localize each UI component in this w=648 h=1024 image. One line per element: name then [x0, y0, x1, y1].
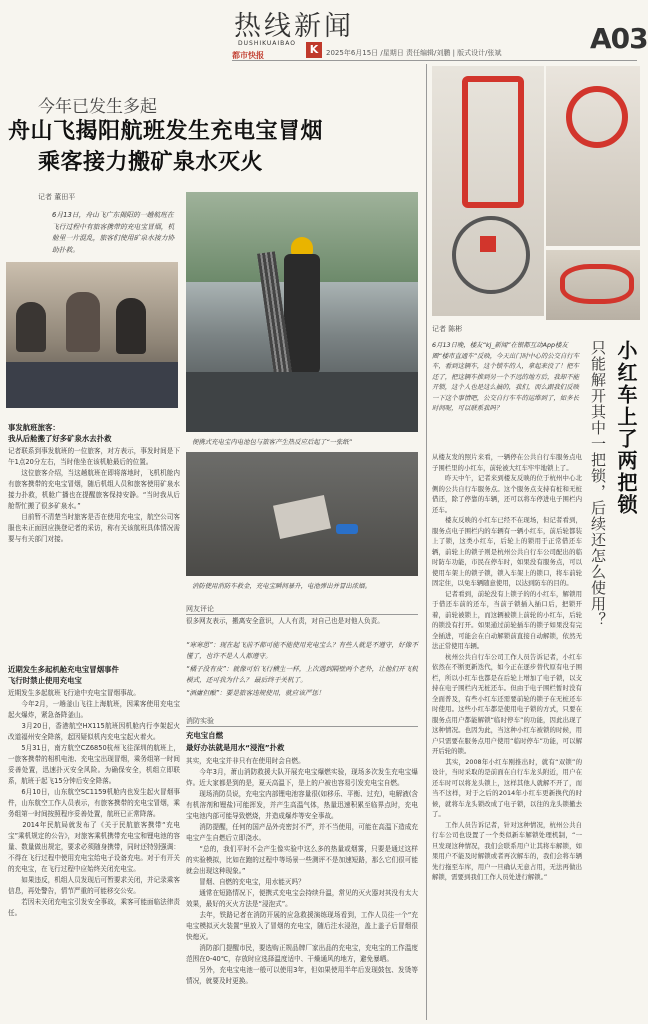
comments-label: 网友评论 [186, 604, 418, 615]
section1-title: 事发航班旅客： 我从后舱搬了好多矿泉水去扑救 [8, 423, 112, 443]
comment-3: “酒庸但酿”：要是旅客违规使用，就应该严惩！ [186, 689, 325, 697]
burnt-device-photo [186, 452, 418, 576]
paper-name: 都市快报 [232, 51, 264, 60]
side-lead: 6月13日晚，楼友“kj_新闻”在银都互动App楼友圈“楼市直通车”反映，今天出门时中心的公交自行车车，看到这辆车，这个锁车的人，拿起来没了！把车还了，把这辆车推到另一个不远的地方后，我却不能开锁，这个人也是这么搞的，我们，而么跟我们反映一下这个事情吧，公交自行车车的运维到了，如多长时间呢，可以联系我吗？ [432, 341, 580, 412]
comments-intro: 很多网友表示，搬离安全意识，人人有责，对自己也是对他人负责。 [186, 617, 384, 625]
lock-icon [480, 236, 496, 252]
bike-lock-ring [566, 86, 628, 148]
bike-photo-left [432, 66, 544, 316]
paper-pinyin: DUSHIKUAIBAO [238, 40, 296, 47]
passenger-figure [116, 298, 146, 354]
cabin-photo [6, 262, 178, 408]
firefighter-photo [186, 192, 418, 432]
main-kicker: 今年已发生多起 [38, 97, 157, 117]
seat-row [6, 362, 178, 408]
side-vertical-subtitle: 只能解开其中一把锁，后续还怎么使用？ [589, 340, 607, 628]
dateline: 2025年6月15日 /星期日 责任编辑/刘鹏 | 版式设计/张斌 [326, 49, 502, 57]
burnt-debris [273, 495, 331, 539]
blue-cable [336, 524, 358, 534]
bike-photo-right-bottom [546, 250, 640, 320]
headline-line-1: 舟山飞揭阳航班发生充电宝冒烟 [8, 118, 324, 144]
masthead-rule [232, 60, 637, 61]
bike-photo-right-top [546, 66, 640, 246]
side-text-continued [432, 766, 638, 1020]
section1-text: 记者联系到事发航班的一位旅客，对方表示，事发时间是下午1点20分左右，当时他坐在该机舱最后的位置。 这位旅客介绍，当这趟航班在即将落地时，飞机机舱内有旅客携带的充电宝冒烟，随后机组人员和旅客使用矿泉水接力扑救，机舱广播也在提醒旅客保持安静。“当时我从后舱帮忙搬了很多矿泉水。” 目前暂不清楚当时旅客是否在使用充电宝，航空公司客服也未正面回应换登记者的采访，称有关该航班具体情况需要与有关部门对接。 [8, 447, 180, 543]
passenger-figure [66, 292, 100, 352]
bike-lock-closeup [560, 264, 634, 304]
helmet-icon [291, 237, 313, 255]
column-divider [426, 64, 427, 1020]
section2-title: 近期发生多起机舱充电宝冒烟事件 飞行时禁止使用充电宝 [8, 665, 119, 685]
side-byline: 记者 陈彬 [432, 325, 463, 333]
section2-text: 近期发生多起航班飞行途中充电宝冒烟事故。 今年2月，一趟釜山飞往上海航班，因乘客使用充电宝起火爆炸，紧急备降釜山。 3月20日，香港航空HX115航班因机舱内行李架起火改道福州安全降落，起因疑似机内充电宝起火着火。 5月31日，南方航空CZ6850杭州飞往深圳的航班上，一旅客携带的相机电池、充电宝出现冒烟，乘务组第一时间妥善处置，迅速扑灭安全风险。为确保安全，机组立即联系，航班于起飞15分钟后安全降落。 6月10日，山东航空SC1159机舱内也发生起火冒烟事件，山东航空工作人员表示，有旅客携带的充电宝冒烟，乘务组第一时间按照程序妥善处置，航班已正常降落。 2014年民航局就发布了《关于民航旅客携带“充电宝”乘机规定的公告》，对旅客乘机携带充电宝和锂电池的容量、数量做出规定，要求必须随身携带，同时还特别强调：不得在飞行过程中使用充电宝给电子设备充电。对于有开关的充电宝，在飞行过程中应始终关闭充电宝。 如果违反，机组人员发现后可暂要求关闭，并记录乘客信息，再处警告，情节严重的可能移交公安。 若因未关闭充电宝引发安全事故，乘客可能面临法律责任。 [8, 689, 180, 917]
photo3-caption: 消防使用消防车救金，充电宝瞬间暴升，电池弹出并冒出浓烟。 [192, 582, 371, 590]
pavement [186, 372, 418, 432]
photo2-caption: 便携式充电宝内电池包与旅客产生热反应后起了“一张纸” [192, 438, 352, 446]
page-code: A03 [590, 22, 648, 55]
bike-wheel [452, 216, 530, 294]
passenger-figure [16, 302, 46, 352]
expert-text: 其实，充电宝并非只有在使用时会自燃。 今年3月，萧山消防救援大队开展充电宝爆燃实验，现场多次发生充电宝爆炸。近大家都是到的是，夏天高温下，是上的户被也容易引发充电宝自燃。 现场消防员说，充电宝内部锂电池容量很(如移乐、平衡、过充)，电解液(含有机溶剂和锂盐)可能挥发，并产生高温气体，热量迅速积累至临界点时，充电宝电池内部可能导致燃烧，并造成爆炸等安全事故。 消防提醒，任何的国产品外壳密封不严，并不当使用，可能在高温下造成充电宝产生自燃后立即浇水。 “总的，我们平时不会产生像实验中这么多的热量或烟雾，只要是通过这样的实验模拟，比如在跑的过程中等场景一些测评不是加速短路，那么它们很可能就会出现这种现象。” 冒烟、自燃的充电宝，用水能灭吗？ 通常在短路情况下，便携式充电宝会持续升温，常见的灭火器对其没有太大效果，最好的灭火方法是“浸泡式”。 去年，铁路记者在消防开展的应急救援演练现场看到，工作人员往一个“充电宝模拟灭火装置”里放入了冒烟的充电宝，随后注水浸泡，盖上盖子后冒烟很快熄灭。 消防部门提醒市民，要选购正规品牌厂家出品的充电宝，充电宝的工作温度范围在0-40℃，存放时应选择温度适中、干燥通风的地方，避免暴晒。 另外，充电宝电池一般可以使用3年，但如果使用半年后发现鼓包、发烫等情况，就要及时更换。 [186, 757, 418, 985]
expert-label: 消防实验 [186, 716, 418, 727]
headline-line-2: 乘客接力搬矿泉水灭火 [38, 149, 264, 175]
paper-logo-icon: K [306, 42, 322, 58]
side-text: 从楼友发的照片来看，一辆停在公共自行车服务点电子围栏里的小红车，前轮被大红车牢牢地锁上了。 昨天中午，记者来到楼友反映的位于杭州中心北侧的公共自行车服务点。这个服务点支持有桩和无桩借还，除了停靠的车辆，还可以将车停进电子围栏内还车。 楼友反映的小红车已经不在现场，但记者看到，服务点电子围栏内的车辆有一辆小红车，前后轮都装上了锁，这类小红车，后轮上的锁用于正常借还车辆，前轮上的锁子则是杭州公共自行车公司配出的临时防车功能，市民在停车时，如果没有服务点，可以使用车架上的锁子锁，锁入车架上的锁口，将车前轮固定住，以免车辆随意使用，以达到防车的目的。 记者看到，前轮没有上锁子的的小红车，解锁用于借还车前的还车，当前子锁插入插口后，把锁开着，前轮被锁上，而这辆被锁上前轮的小红车，后轮的锁没有打开。如果通过前轮插车的锁子如果没有完全插进，可能会在自动解锁前直接自动解锁，依然无法正常使用车辆。 杭州公共自行车公司工作人员告诉记者，小红车依然在不断更新迭代，如今正在逐步替代原有电子围栏，所以小红车也都是在后轮上增加了电子锁，以支持在电子围栏内无桩还车。但由于电子围栏暂时没有全面普及，有些小红车还需要前轮的锁子在无桩还车时使用。这些小红车都是使用电子锁的方式，只要在服务点用户都能解锁“临时停车”的功能，因此出现了这种情况。也因为此，当这种小红车被锁的时候，用户只需要在服务点用户使用“临时停车”功能，可以解开后轮的锁。 其实，2008年小红车刚推出时，就有“双锁”的设计，当时采取的是前面在自行车龙头附近，用户在还车时可以将龙头锁上，这样其他人就解不开了，而当不这样，对于之后的2014年小红车更新换代的时候，就将车龙头锁改成了电子锁，以往的龙头锁撤去了。 工作人员告诉记者，针对这种情况，杭州公共自行车公司也设置了一个类似新车解锁处理机制，“一旦发现这种情况，我们会联系用户让其将车解锁，如果用户不能及时解锁或者再次解车的，我们会将车辆先行拖至车库，用户一旦确认无意占用，无法再做出解锁，需要到我们工作人员处进行解锁。” [432, 453, 582, 881]
bike-frame [462, 76, 524, 208]
expert-title-2: 最好办法就是用水“浸泡”扑救 [186, 743, 285, 752]
main-lead: 6月13日，舟山飞广东揭阳的一趟航班在飞行过程中有旅客携带的充电宝冒烟，机舱里一片混乱，旅客们使用矿泉水接力协助扑救。 [52, 211, 175, 254]
main-byline: 记者 董田平 [38, 193, 76, 201]
comment-1: “寒寒思”：现在起飞前不都可能不能使用充电宝么？有些人就是不遵守，好像不懂了，也许不是人人都遵守。 [186, 641, 418, 660]
comment-2: “橘子没有皮”：就像可怕飞行横生一样，上次遇到隔壁两个老外，让他们开飞机模式，还可我为什么？ 最后终于关机了。 [186, 665, 418, 684]
side-vertical-title: 小红车上了两把锁 [614, 340, 638, 516]
expert-title-1: 充电宝自燃 [186, 731, 223, 740]
section-title: 热线新闻 [234, 11, 354, 42]
main-headline [8, 116, 323, 178]
